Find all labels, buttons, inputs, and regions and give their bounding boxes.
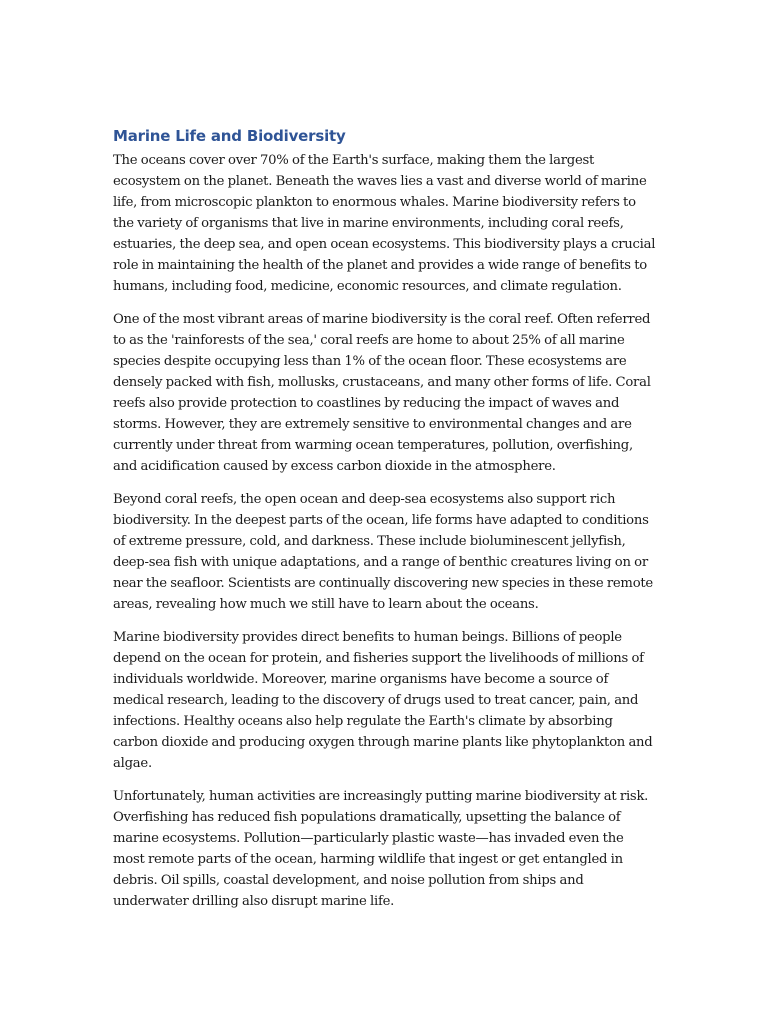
paragraph-deep-sea: Beyond coral reefs, the open ocean and deep-sea ecosystems also support rich biodiversity. In the deepest parts of the ocean, life forms have adapted to conditions of extreme pressure, cold, and darkness. These include bioluminescent jellyfish, deep-sea fish with unique adaptations, and a range of benthic creatures living on or near the seafloor. Scientists are continually discovering new species in these remote areas, revealing how much we still have to learn about the oceans.	[113, 492, 653, 612]
paragraph-coral-reefs: One of the most vibrant areas of marine biodiversity is the coral reef. Often referred to as the 'rainforests of the sea,' coral reefs are home to about 25% of all marine species despite occupying less than 1% of the ocean floor. These ecosystems are densely packed with fish, mollusks, crustaceans, and many other forms of life. Coral reefs also provide protection to coastlines by reducing the impact of waves and storms. However, they are extremely sensitive to environmental changes and are currently under threat from warming ocean temperatures, pollution, overfishing, and acidification caused by excess carbon dioxide in the atmosphere.	[113, 312, 651, 474]
paragraph-threats: Unfortunately, human activities are increasingly putting marine biodiversity at risk. Overfishing has reduced fish populations dramatically, upsetting the balance of marine ecosystems. Pollution—particularly plastic waste—has invaded even the most remote parts of the ocean, harming wildlife that ingest or get entangled in debris. Oil spills, coastal development, and noise pollution from ships and underwater drilling also disrupt marine life.	[113, 789, 649, 909]
document-title: Marine Life and Biodiversity	[113, 127, 346, 145]
paragraph-intro: The oceans cover over 70% of the Earth's surface, making them the largest ecosystem on the planet. Beneath the waves lies a vast and diverse world of marine life, from microscopic plankton to enormous whales. Marine biodiversity refers to the variety of organisms that live in marine environments, including coral reefs, estuaries, the deep sea, and open ocean ecosystems. This biodiversity plays a crucial role in maintaining the health of the planet and provides a wide range of benefits to humans, including food, medicine, economic resources, and climate regulation.	[113, 153, 656, 294]
document-body	[113, 125, 658, 924]
paragraph-human-benefits: Marine biodiversity provides direct benefits to human beings. Billions of people depend on the ocean for protein, and fisheries support the livelihoods of millions of individuals worldwide. Moreover, marine organisms have become a source of medical research, leading to the discovery of drugs used to treat cancer, pain, and infections. Healthy oceans also help regulate the Earth's climate by absorbing carbon dioxide and producing oxygen through marine plants like phytoplankton and algae.	[113, 630, 653, 771]
